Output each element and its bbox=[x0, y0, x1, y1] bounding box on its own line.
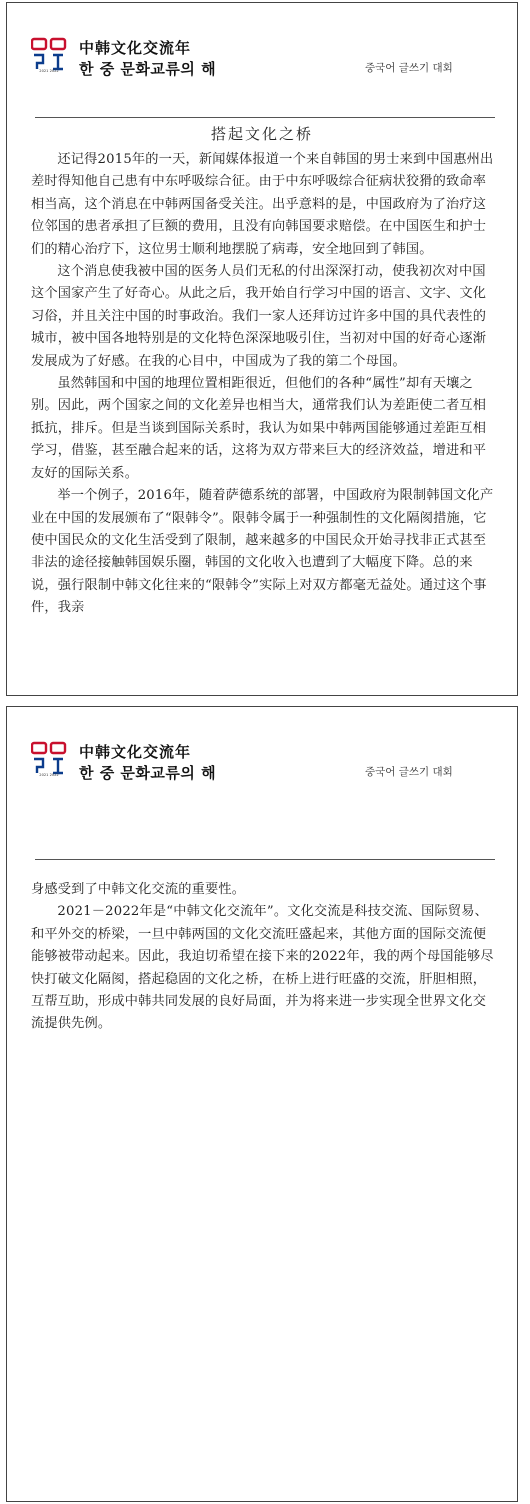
contest-name: 중국어 글쓰기 대회 bbox=[365, 766, 453, 778]
page-header bbox=[7, 3, 517, 78]
paragraph: 2021－2022年是“中韩文化交流年”。文化交流是科技交流、国际贸易、和平外交的桥梁，一旦中韩两国的文化交流旺盛起来，其他方面的国际交流便能够被带动起来。因此，我迫切希望在接下来的2022年，我的两个母国能够尽快打破文化隔阂，搭起稳固的文化之桥，在桥上进行旺盛的交流，肝胆相照，互帮互助，形成中韩共同发展的良好局面，并为将来进一步实现全世界文化交流提供先例。 bbox=[31, 904, 494, 1032]
essay-page-2 bbox=[6, 706, 518, 1502]
page-header bbox=[7, 707, 517, 782]
paragraph: 身感受到了中韩文化交流的重要性。 bbox=[31, 882, 246, 897]
year-logo-icon bbox=[31, 37, 67, 73]
header-title-korean: 한 중 문화교류의 해 bbox=[79, 764, 217, 782]
header-divider bbox=[35, 859, 495, 860]
header-title-chinese: 中韩文化交流年 bbox=[79, 39, 192, 57]
essay-body bbox=[31, 879, 499, 1036]
header-title-chinese: 中韩文化交流年 bbox=[79, 743, 192, 761]
svg-text:2021 2022: 2021 2022 bbox=[39, 69, 59, 73]
paragraph: 举一个例子，2016年，随着萨德系统的部署，中国政府为限制韩国文化产业在中国的发展颁布了“限韩令”。限韩令属于一种强制性的文化隔阂措施，它使中国民众的文化生活受到了限制，越来越多的中国民众开始寻找非正式甚至非法的途径接触韩国娱乐圈，韩国的文化收入也遭到了大幅度下降。总的来说，强行限制中韩文化往来的“限韩令”实际上对双方都毫无益处。通过这个事件，我亲 bbox=[31, 488, 494, 616]
year-logo-icon bbox=[31, 741, 67, 777]
header-divider bbox=[35, 117, 495, 118]
essay-page-1 bbox=[6, 2, 518, 696]
essay-body bbox=[31, 149, 499, 620]
paragraph: 这个消息使我被中国的医务人员们无私的付出深深打动，使我初次对中国这个国家产生了好奇心。从此之后，我开始自行学习中国的语言、文字、文化习俗，并且关注中国的时事政治。我们一家人还拜访过许多中国的具代表性的城市，被中国各地特别是的文化特色深深地吸引住，当初对中国的好奇心逐渐发展成为了好感。在我的心目中，中国成为了我的第二个母国。 bbox=[31, 264, 487, 369]
contest-name: 중국어 글쓰기 대회 bbox=[365, 62, 453, 74]
svg-text:2021 2022: 2021 2022 bbox=[39, 773, 59, 777]
essay-title: 搭起文化之桥 bbox=[210, 125, 313, 143]
paragraph: 还记得2015年的一天，新闻媒体报道一个来自韩国的男士来到中国惠州出差时得知他自己患有中东呼吸综合征。由于中东呼吸综合征病状狡猾的致命率相当高，这个消息在中韩两国备受关注。出乎意料的是，中国政府为了治疗这位邻国的患者承担了巨额的费用，且没有向韩国要求赔偿。在中国医生和护士们的精心治疗下，这位男士顺利地摆脱了病毒，安全地回到了韩国。 bbox=[31, 152, 494, 257]
paragraph: 虽然韩国和中国的地理位置相距很近，但他们的各种“属性”却有天壤之别。因此，两个国家之间的文化差异也相当大，通常我们认为差距使二者互相抵抗，排斥。但是当谈到国际关系时，我认为如果中韩两国能够通过差距互相学习，借鉴，甚至融合起来的话，这将为双方带来巨大的经济效益，增进和平友好的国际关系。 bbox=[31, 376, 487, 481]
header-title-korean: 한 중 문화교류의 해 bbox=[79, 60, 217, 78]
